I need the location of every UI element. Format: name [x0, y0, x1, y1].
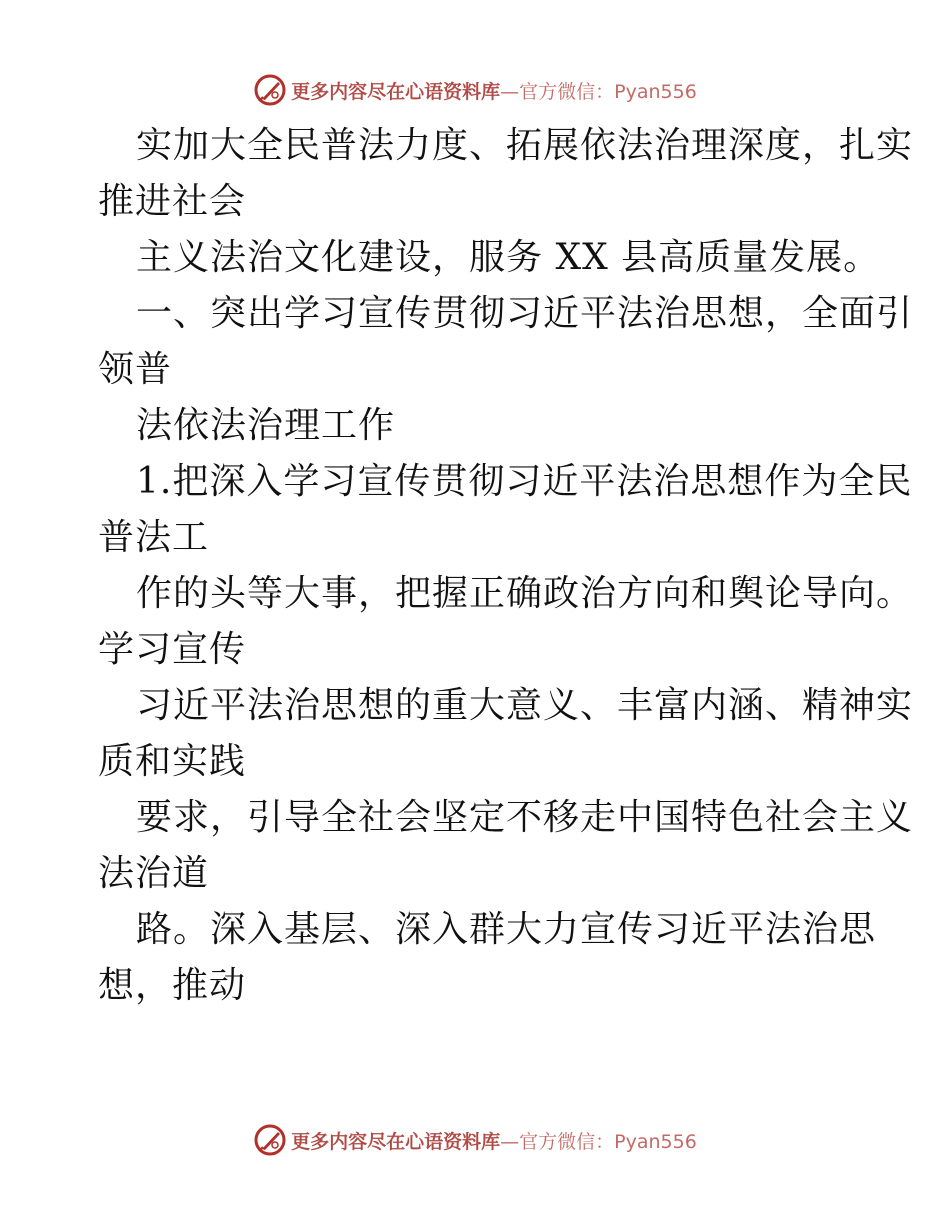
body-line: 学习宣传 [98, 629, 247, 670]
body-line: 推进社会 [98, 181, 247, 222]
quill-pen-logo-icon [253, 73, 287, 107]
body-line: 习近平法治思想的重大意义、丰富内涵、精神实 [136, 685, 914, 726]
header-banner [0, 70, 950, 110]
section-heading-line: 领普 [98, 349, 173, 390]
footer-banner [0, 1120, 950, 1160]
body-line: 路。深入基层、深入群大力宣传习近平法治思 [136, 909, 877, 950]
section-heading-line: 一、突出学习宣传贯彻习近平法治思想，全面引 [136, 293, 914, 334]
body-line: 想，推动 [98, 965, 247, 1006]
footer-brand-text: 更多内容尽在心语资料库 [291, 1130, 501, 1153]
body-line: 1.把深入学习宣传贯彻习近平法治思想作为全民 [136, 461, 913, 502]
document-body [98, 118, 914, 1014]
footer-contact-text: —官方微信：Pyan556 [500, 1130, 697, 1153]
body-line: 实加大全民普法力度、拓展依法治理深度，扎实 [136, 125, 914, 166]
body-line: 主义法治文化建设，服务 XX 县高质量发展。 [136, 237, 881, 278]
body-line: 作的头等大事，把握正确政治方向和舆论导向。 [136, 573, 914, 614]
header-brand-text: 更多内容尽在心语资料库 [291, 80, 501, 103]
body-line: 法治道 [98, 853, 210, 894]
body-line: 质和实践 [98, 741, 247, 782]
body-line: 要求，引导全社会坚定不移走中国特色社会主义 [136, 797, 914, 838]
quill-pen-logo-icon [253, 1123, 287, 1157]
body-line: 普法工 [98, 517, 210, 558]
header-contact-text: —官方微信：Pyan556 [500, 80, 697, 103]
section-heading-line: 法依法治理工作 [136, 405, 396, 446]
